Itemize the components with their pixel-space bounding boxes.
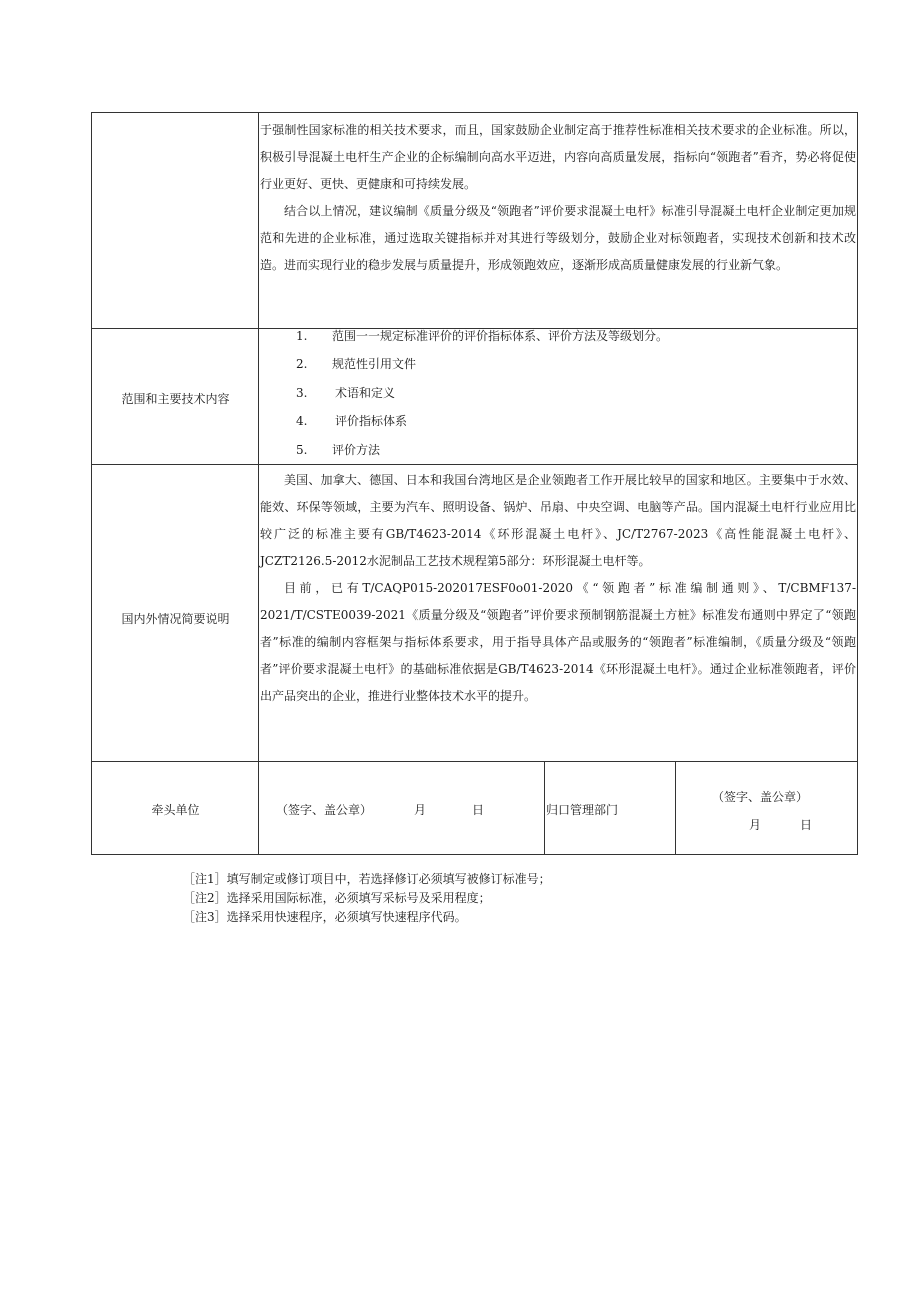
- footnote: ［注3］选择采用快速程序，必须填写快速程序代码。: [183, 910, 467, 924]
- scope-item-text: 评价方法: [332, 443, 381, 457]
- dept-signature-field: （签字、盖公章）: [712, 790, 809, 804]
- scope-item-text: 规范性引用文件: [332, 357, 417, 371]
- footnote: ［注1］填写制定或修订项目中，若选择修订必须填写被修订标准号；: [183, 872, 551, 886]
- scope-item-number: 4.: [296, 414, 308, 428]
- situation-paragraph-1: 美国、加拿大、德国、日本和我国台湾地区是企业领跑者工作开展比较早的国家和地区。主要集中于水效、能效、环保等领域，主要为汽车、照明设备、锅炉、吊扇、中央空调、电脑等产品。国内混凝土电杆行业应用比较广泛的标准主要有GB/T4623-2014《环形混凝土电杆》、JC/T2767-2023《高性能混凝土电杆》、JCZT2126.5-2012水泥制品工艺技术规程第5部分：环形混凝土电杆等。: [260, 473, 856, 568]
- situation-paragraph-2: 目前，已有T/CAQP015-202017ESF0o01-2020《“领跑者”标准编制通则》、T/CBMF137-2021/T/CSTE0039-2021《质量分级及“领跑者”评价要求预制钢筋混凝土方桩》标准发布通则中界定了“领跑者”标准的编制内容框架与指标体系要求，用于指导具体产品或服务的“领跑者”标准编制，《质量分级及“领跑者”评价要求混凝土电杆》的基础标准依据是GB/T4623-2014《环形混凝土电杆》。通过企业标准领跑者，评价出产品突出的企业，推进行业整体技术水平的提升。: [260, 581, 856, 703]
- proposal-form-table: [91, 112, 858, 855]
- row-divider: [92, 464, 857, 465]
- situation-label: 国内外情况简要说明: [121, 612, 230, 626]
- scope-item-number: 1.: [296, 329, 308, 343]
- intro-paragraph-1: 于强制性国家标准的相关技术要求，而且，国家鼓励企业制定高于推荐性标准相关技术要求的企业标准。所以，积极引导混凝土电杆生产企业的企标编制向高水平迈进，内容向高质量发展，指标向“领跑者”看齐，势必将促使行业更好、更快、更健康和可持续发展。: [260, 123, 856, 191]
- dept-month: 月: [749, 818, 762, 832]
- dept-day: 日: [800, 818, 813, 832]
- footnotes: [183, 870, 551, 927]
- lead-day: 日: [472, 803, 485, 817]
- scope-item-number: 3.: [296, 386, 308, 400]
- lead-unit-label: 牵头单位: [151, 803, 200, 817]
- scope-item-number: 5.: [296, 443, 308, 457]
- scope-item-text: 评价指标体系: [335, 414, 408, 428]
- lead-month: 月: [414, 803, 427, 817]
- scope-item: [296, 407, 407, 435]
- scope-item-text: 术语和定义: [335, 386, 396, 400]
- scope-item: [296, 379, 395, 407]
- column-divider: [258, 113, 259, 854]
- row-divider: [92, 761, 857, 762]
- scope-item-number: 2.: [296, 357, 308, 371]
- intro-paragraph-2: 结合以上情况，建议编制《质量分级及“领跑者”评价要求混凝土电杆》标准引导混凝土电杆企业制定更加规范和先进的企业标准，通过选取关键指标并对其进行等级划分，鼓励企业对标领跑者，实现技术创新和技术改造。进而实现行业的稳步发展与质量提升，形成领跑效应，逐渐形成高质量健康发展的行业新气象。: [260, 204, 856, 272]
- column-divider: [675, 761, 676, 854]
- scope-item-text: 范围一一规定标准评价的评价指标体系、评价方法及等级划分。: [332, 329, 669, 343]
- dept-label: 归口管理部门: [546, 803, 619, 817]
- column-divider: [544, 761, 545, 854]
- lead-signature-field: （签字、盖公章）: [276, 803, 373, 817]
- scope-item: [296, 322, 668, 350]
- scope-item: [296, 350, 416, 378]
- scope-label: 范围和主要技术内容: [121, 392, 230, 406]
- scope-item: [296, 436, 380, 464]
- footnote: ［注2］选择采用国际标准，必须填写采标号及采用程度；: [183, 891, 491, 905]
